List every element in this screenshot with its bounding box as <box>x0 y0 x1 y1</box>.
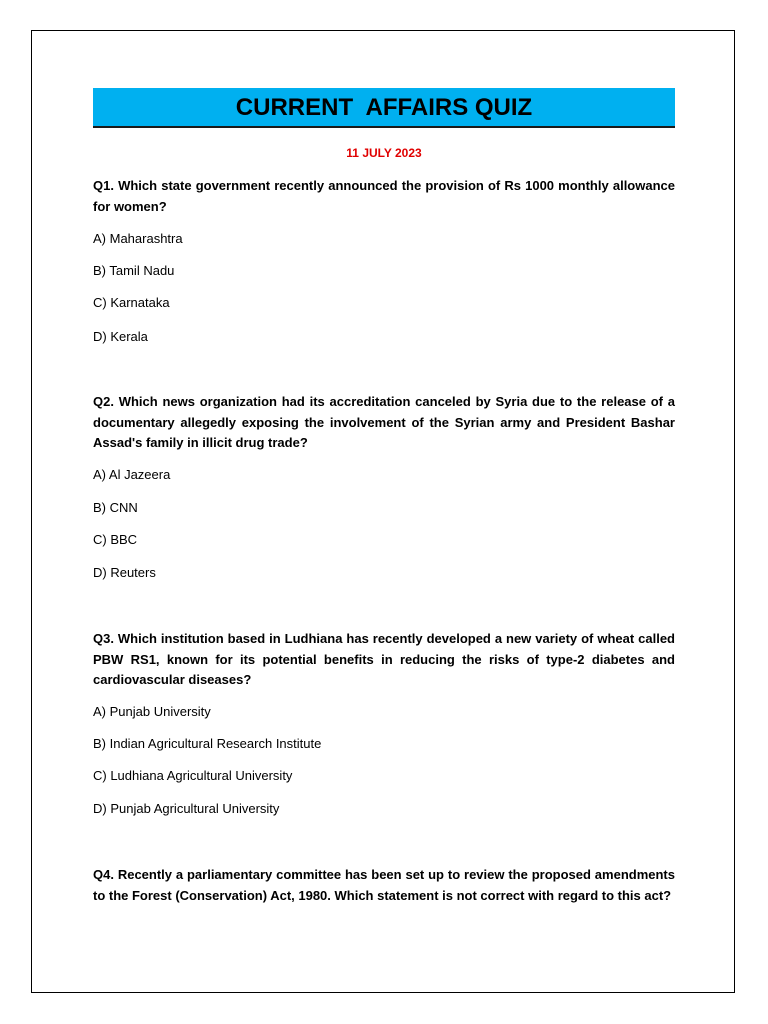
q1-option-d: D) Kerala <box>93 329 148 344</box>
question-2: Q2. Which news organization had its accreditation canceled by Syria due to the release of a documentary allegedly exposing the involvement of the Syrian army and President Bashar Assad's family in illicit drug trade? <box>93 394 675 450</box>
q3-option-c: C) Ludhiana Agricultural University <box>93 768 293 783</box>
q1-option-a: A) Maharashtra <box>93 231 183 246</box>
q1-option-b: B) Tamil Nadu <box>93 263 175 278</box>
question-1: Q1. Which state government recently announced the provision of Rs 1000 monthly allowance for women? <box>93 178 675 214</box>
q2-option-a: A) Al Jazeera <box>93 467 171 482</box>
question-3: Q3. Which institution based in Ludhiana has recently developed a new variety of wheat called PBW RS1, known for its potential benefits in reducing the risks of type-2 diabetes and cardiovascular diseases? <box>93 631 675 687</box>
page-title: CURRENT AFFAIRS QUIZ <box>93 88 675 128</box>
q2-option-c: C) BBC <box>93 532 138 547</box>
q2-option-b: B) CNN <box>93 500 138 515</box>
q1-option-c: C) Karnataka <box>93 295 170 310</box>
q3-option-d: D) Punjab Agricultural University <box>93 801 280 816</box>
quiz-date: 11 JULY 2023 <box>346 146 422 160</box>
q3-option-a: A) Punjab University <box>93 704 211 719</box>
q2-option-d: D) Reuters <box>93 565 156 580</box>
q3-option-b: B) Indian Agricultural Research Institute <box>93 736 322 751</box>
question-4: Q4. Recently a parliamentary committee has been set up to review the proposed amendments to the Forest (Conservation) Act, 1980. Which statement is not correct with regard to this act? <box>93 867 675 903</box>
